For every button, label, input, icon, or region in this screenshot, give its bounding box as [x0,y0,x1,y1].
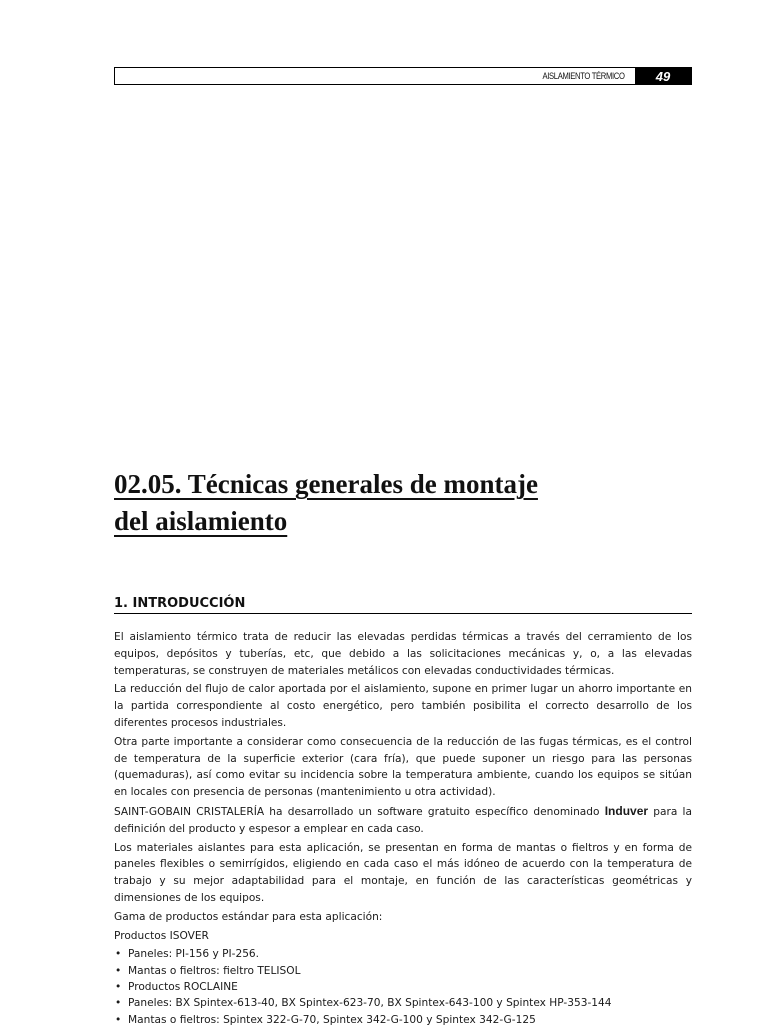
list-item: • Paneles: PI-156 y PI-256. [114,946,692,962]
list-item: • Paneles: BX Spintex-613-40, BX Spintex-623-70, BX Spintex-643-100 y Spintex HP-353-144 [114,995,692,1011]
product-list [114,946,692,1027]
paragraph-6: Gama de productos estándar para esta aplicación: [114,910,383,923]
paragraph-1: El aislamiento térmico trata de reducir las elevadas perdidas térmicas a través del cerramiento de los equipos, depósitos y tuberías, etc, que debido a las solicitaciones mecánicas y, o, a las elevadas temperaturas, se construyen de materiales metálicos con elevadas conductividades térmicas. [114,631,692,677]
paragraph-4 [114,803,692,838]
section-heading: 1. INTRODUCCIÓN [114,596,692,614]
page-number: 49 [635,68,691,84]
body-text [114,629,692,1028]
paragraph-5: Los materiales aislantes para esta aplicación, se presentan en forma de mantas o fieltros y en forma de paneles flexibles o semirrígidos, eligiendo en cada caso el más idóneo de acuerdo con la temperatura de trabajo y su mejor adaptabilidad para el montaje, en función de las características geométricas y dimensiones de los equipos. [114,841,692,904]
list-item: • Mantas o fieltros: fieltro TELISOL [114,963,692,979]
paragraph-4-start: SAINT-GOBAIN CRISTALERÍA ha desarrollado un software gratuito específico denominado [114,805,605,818]
paragraph-7: Productos ISOVER [114,929,209,942]
chapter-title-line-2: del aislamiento [114,506,288,536]
chapter-title [114,466,692,540]
running-title: AISLAMIENTO TÉRMICO [542,71,625,81]
list-item: • Productos ROCLAINE [114,979,692,995]
software-name: Induver [604,803,649,818]
running-header [114,67,692,85]
paragraph-3: Otra parte importante a considerar como consecuencia de la reducción de las fugas térmicas, es el control de temperatura de la superficie exterior (cara fría), que puede suponer un riesgo para las personas (quemaduras), así como evitar su incidencia sobre la temperatura ambiente, cuando los equipos se sitúan en locales con presencia de personas (mantenimiento u otra actividad). [114,735,692,799]
list-item: • Mantas o fieltros: Spintex 322-G-70, Spintex 342-G-100 y Spintex 342-G-125 [114,1012,692,1028]
paragraph-2: La reducción del flujo de calor aportada por el aislamiento, supone en primer lugar un ahorro importante en la partida correspondiente al costo energético, pero también posibilita el correcto desarrollo de los diferentes procesos industriales. [114,683,692,729]
paragraph-4-end: para la definición del producto y espesor a emplear en cada caso. [114,805,692,835]
chapter-title-line-1: 02.05. Técnicas generales de montaje [114,469,538,499]
